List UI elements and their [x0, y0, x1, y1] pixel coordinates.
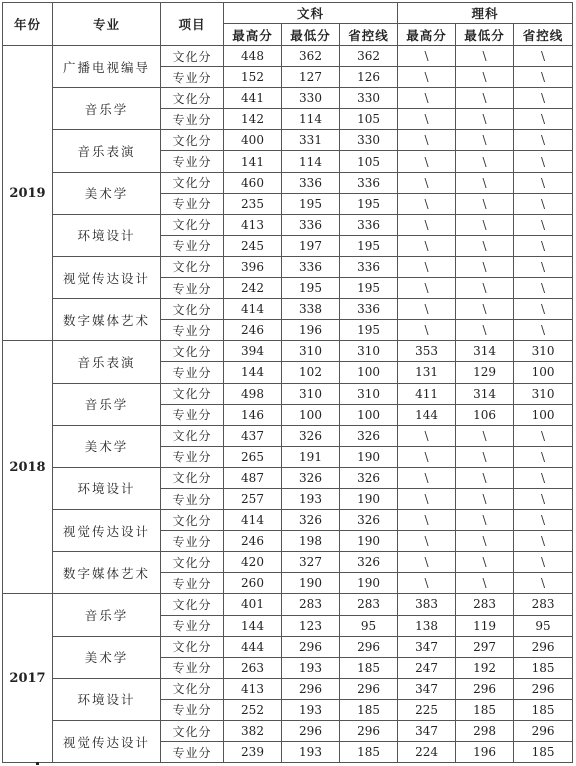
- arts-score-cell: 197: [282, 235, 340, 256]
- science-score-cell: 247: [398, 657, 456, 678]
- table-row: [3, 636, 573, 657]
- arts-score-cell: 185: [340, 699, 398, 720]
- science-score-cell: \: [398, 235, 456, 256]
- science-score-cell: \: [514, 278, 573, 299]
- science-score-cell: \: [398, 172, 456, 193]
- arts-score-cell: 190: [340, 531, 398, 552]
- science-score-cell: \: [514, 172, 573, 193]
- science-score-cell: \: [514, 67, 573, 88]
- science-score-cell: \: [398, 320, 456, 341]
- arts-score-cell: 310: [340, 341, 398, 362]
- science-score-cell: \: [456, 235, 514, 256]
- major-cell: 环境设计: [53, 467, 161, 509]
- arts-lowest-header: 最低分: [282, 24, 340, 46]
- table-row: [3, 88, 573, 109]
- year-cell: 2017: [3, 594, 53, 763]
- arts-score-cell: 100: [340, 404, 398, 425]
- science-score-cell: \: [398, 425, 456, 446]
- science-score-cell: 106: [456, 404, 514, 425]
- major-header: 专业: [53, 3, 161, 46]
- arts-score-cell: 144: [224, 615, 282, 636]
- arts-highest-header: 最高分: [224, 24, 282, 46]
- science-score-cell: \: [456, 552, 514, 573]
- arts-score-cell: 193: [282, 742, 340, 763]
- science-score-cell: 296: [514, 678, 573, 699]
- arts-score-cell: 95: [340, 615, 398, 636]
- arts-score-cell: 235: [224, 193, 282, 214]
- table-row: [3, 467, 573, 488]
- arts-score-cell: 239: [224, 742, 282, 763]
- science-score-cell: \: [398, 130, 456, 151]
- arts-score-cell: 146: [224, 404, 282, 425]
- arts-score-cell: 126: [340, 67, 398, 88]
- item-cell: 专业分: [161, 573, 224, 594]
- arts-score-cell: 185: [340, 742, 398, 763]
- major-cell: 环境设计: [53, 678, 161, 720]
- arts-score-cell: 191: [282, 446, 340, 467]
- science-score-cell: \: [456, 299, 514, 320]
- science-score-cell: \: [398, 109, 456, 130]
- science-score-cell: 314: [456, 383, 514, 404]
- arts-score-cell: 260: [224, 573, 282, 594]
- arts-score-cell: 100: [282, 404, 340, 425]
- item-cell: 文化分: [161, 130, 224, 151]
- arts-score-cell: 105: [340, 109, 398, 130]
- arts-score-cell: 242: [224, 278, 282, 299]
- science-score-cell: \: [456, 193, 514, 214]
- science-score-cell: \: [456, 573, 514, 594]
- science-score-cell: \: [514, 88, 573, 109]
- table-row: [3, 552, 573, 573]
- arts-score-cell: 336: [340, 256, 398, 277]
- arts-score-cell: 437: [224, 425, 282, 446]
- year-cell: 2018: [3, 341, 53, 594]
- table-row: [3, 510, 573, 531]
- arts-score-cell: 394: [224, 341, 282, 362]
- arts-score-cell: 141: [224, 151, 282, 172]
- science-score-cell: 383: [398, 594, 456, 615]
- arts-score-cell: 193: [282, 657, 340, 678]
- science-score-cell: \: [514, 320, 573, 341]
- science-score-cell: \: [398, 46, 456, 67]
- science-score-cell: 347: [398, 678, 456, 699]
- science-score-cell: \: [456, 488, 514, 509]
- arts-score-cell: 193: [282, 488, 340, 509]
- arts-score-cell: 326: [340, 425, 398, 446]
- table-row: [3, 721, 573, 742]
- arts-score-cell: 252: [224, 699, 282, 720]
- major-cell: 音乐学: [53, 383, 161, 425]
- arts-score-cell: 338: [282, 299, 340, 320]
- item-cell: 文化分: [161, 46, 224, 67]
- arts-score-cell: 195: [340, 235, 398, 256]
- arts-score-cell: 326: [282, 510, 340, 531]
- major-cell: 音乐学: [53, 88, 161, 130]
- science-score-cell: \: [514, 109, 573, 130]
- arts-score-cell: 413: [224, 214, 282, 235]
- table-row: [3, 299, 573, 320]
- table-row: [3, 256, 573, 277]
- arts-score-cell: 326: [282, 425, 340, 446]
- science-score-cell: \: [456, 531, 514, 552]
- science-score-cell: \: [398, 299, 456, 320]
- major-cell: 数字媒体艺术: [53, 552, 161, 594]
- science-score-cell: \: [514, 235, 573, 256]
- major-cell: 音乐表演: [53, 130, 161, 172]
- science-score-cell: \: [514, 573, 573, 594]
- item-cell: 专业分: [161, 699, 224, 720]
- item-cell: 专业分: [161, 531, 224, 552]
- science-score-cell: \: [456, 510, 514, 531]
- item-cell: 文化分: [161, 341, 224, 362]
- arts-score-cell: 190: [340, 446, 398, 467]
- arts-score-cell: 105: [340, 151, 398, 172]
- arts-score-cell: 195: [340, 193, 398, 214]
- item-cell: 文化分: [161, 256, 224, 277]
- year-cell: 2019: [3, 46, 53, 341]
- arts-score-cell: 414: [224, 299, 282, 320]
- science-score-cell: \: [398, 67, 456, 88]
- science-score-cell: 192: [456, 657, 514, 678]
- science-score-cell: 129: [456, 362, 514, 383]
- arts-score-cell: 123: [282, 615, 340, 636]
- science-score-cell: 95: [514, 615, 573, 636]
- science-score-cell: 296: [514, 721, 573, 742]
- science-score-cell: \: [456, 446, 514, 467]
- table-row: [3, 678, 573, 699]
- arts-score-cell: 102: [282, 362, 340, 383]
- admission-scores-table: [2, 2, 573, 763]
- science-score-cell: 185: [514, 699, 573, 720]
- item-cell: 文化分: [161, 88, 224, 109]
- item-cell: 专业分: [161, 615, 224, 636]
- arts-score-cell: 310: [340, 383, 398, 404]
- item-cell: 文化分: [161, 299, 224, 320]
- science-score-cell: \: [398, 256, 456, 277]
- major-cell: 广播电视编导: [53, 46, 161, 88]
- science-score-cell: 144: [398, 404, 456, 425]
- science-score-cell: \: [514, 151, 573, 172]
- major-cell: 数字媒体艺术: [53, 299, 161, 341]
- major-cell: 环境设计: [53, 214, 161, 256]
- item-cell: 文化分: [161, 467, 224, 488]
- arts-score-cell: 142: [224, 109, 282, 130]
- science-score-cell: 100: [514, 362, 573, 383]
- arts-score-cell: 330: [282, 88, 340, 109]
- arts-score-cell: 327: [282, 552, 340, 573]
- science-score-cell: 347: [398, 636, 456, 657]
- arts-score-cell: 296: [340, 636, 398, 657]
- science-score-cell: \: [514, 552, 573, 573]
- science-score-cell: 298: [456, 721, 514, 742]
- arts-score-cell: 326: [282, 467, 340, 488]
- arts-score-cell: 190: [282, 573, 340, 594]
- arts-score-cell: 190: [340, 488, 398, 509]
- item-cell: 专业分: [161, 109, 224, 130]
- major-cell: 视觉传达设计: [53, 721, 161, 763]
- science-score-cell: \: [514, 531, 573, 552]
- major-cell: 音乐学: [53, 594, 161, 636]
- item-header: 项目: [161, 3, 224, 46]
- science-score-cell: 185: [456, 699, 514, 720]
- arts-score-cell: 396: [224, 256, 282, 277]
- science-score-cell: \: [514, 130, 573, 151]
- item-cell: 文化分: [161, 636, 224, 657]
- arts-score-cell: 144: [224, 362, 282, 383]
- science-score-cell: \: [514, 467, 573, 488]
- arts-score-cell: 487: [224, 467, 282, 488]
- arts-score-cell: 448: [224, 46, 282, 67]
- arts-control-line-header: 省控线: [340, 24, 398, 46]
- science-score-cell: \: [514, 193, 573, 214]
- science-score-cell: \: [398, 151, 456, 172]
- item-cell: 专业分: [161, 742, 224, 763]
- arts-score-cell: 296: [282, 678, 340, 699]
- science-score-cell: \: [456, 109, 514, 130]
- item-cell: 专业分: [161, 657, 224, 678]
- science-score-cell: \: [514, 46, 573, 67]
- science-score-cell: \: [456, 88, 514, 109]
- item-cell: 专业分: [161, 446, 224, 467]
- science-score-cell: \: [456, 278, 514, 299]
- item-cell: 文化分: [161, 678, 224, 699]
- table-row: [3, 383, 573, 404]
- science-score-cell: 353: [398, 341, 456, 362]
- science-score-cell: \: [398, 214, 456, 235]
- item-cell: 专业分: [161, 278, 224, 299]
- table-row: [3, 130, 573, 151]
- science-score-cell: \: [398, 467, 456, 488]
- science-score-cell: \: [514, 510, 573, 531]
- arts-score-cell: 152: [224, 67, 282, 88]
- arts-score-cell: 245: [224, 235, 282, 256]
- major-cell: 视觉传达设计: [53, 256, 161, 298]
- science-score-cell: \: [456, 46, 514, 67]
- arts-score-cell: 460: [224, 172, 282, 193]
- science-score-cell: 185: [514, 742, 573, 763]
- arts-score-cell: 195: [282, 193, 340, 214]
- arts-score-cell: 441: [224, 88, 282, 109]
- major-cell: 美术学: [53, 636, 161, 678]
- item-cell: 专业分: [161, 151, 224, 172]
- science-score-cell: \: [398, 446, 456, 467]
- science-score-cell: 347: [398, 721, 456, 742]
- science-score-cell: 131: [398, 362, 456, 383]
- item-cell: 专业分: [161, 193, 224, 214]
- arts-score-cell: 195: [340, 320, 398, 341]
- science-score-cell: 310: [514, 383, 573, 404]
- item-cell: 文化分: [161, 594, 224, 615]
- arts-score-cell: 413: [224, 678, 282, 699]
- arts-score-cell: 246: [224, 531, 282, 552]
- science-score-cell: 296: [456, 678, 514, 699]
- arts-score-cell: 362: [340, 46, 398, 67]
- arts-score-cell: 310: [282, 341, 340, 362]
- table-row: [3, 425, 573, 446]
- table-row: [3, 214, 573, 235]
- item-cell: 文化分: [161, 172, 224, 193]
- major-cell: 视觉传达设计: [53, 510, 161, 552]
- item-cell: 专业分: [161, 362, 224, 383]
- arts-score-cell: 114: [282, 151, 340, 172]
- science-highest-header: 最高分: [398, 24, 456, 46]
- arts-score-cell: 400: [224, 130, 282, 151]
- science-score-cell: \: [514, 214, 573, 235]
- science-score-cell: \: [398, 193, 456, 214]
- arts-score-cell: 444: [224, 636, 282, 657]
- science-score-cell: 225: [398, 699, 456, 720]
- arts-score-cell: 114: [282, 109, 340, 130]
- arts-score-cell: 326: [340, 552, 398, 573]
- science-score-cell: \: [398, 278, 456, 299]
- item-cell: 文化分: [161, 214, 224, 235]
- arts-score-cell: 296: [340, 678, 398, 699]
- item-cell: 专业分: [161, 235, 224, 256]
- science-score-cell: \: [456, 320, 514, 341]
- science-header: 理科: [398, 3, 573, 24]
- science-score-cell: 310: [514, 341, 573, 362]
- arts-score-cell: 382: [224, 721, 282, 742]
- major-cell: 音乐表演: [53, 341, 161, 383]
- arts-score-cell: 296: [282, 636, 340, 657]
- arts-score-cell: 296: [282, 721, 340, 742]
- arts-score-cell: 336: [282, 172, 340, 193]
- arts-score-cell: 336: [340, 299, 398, 320]
- arts-score-cell: 330: [340, 130, 398, 151]
- arts-score-cell: 195: [340, 278, 398, 299]
- table-body: [3, 46, 573, 763]
- arts-score-cell: 326: [340, 467, 398, 488]
- table-row: [3, 594, 573, 615]
- arts-score-cell: 100: [340, 362, 398, 383]
- arts-score-cell: 195: [282, 278, 340, 299]
- science-score-cell: \: [514, 425, 573, 446]
- arts-score-cell: 336: [282, 256, 340, 277]
- science-score-cell: 297: [456, 636, 514, 657]
- arts-score-cell: 420: [224, 552, 282, 573]
- major-cell: 美术学: [53, 172, 161, 214]
- arts-score-cell: 257: [224, 488, 282, 509]
- science-score-cell: \: [514, 488, 573, 509]
- table-row: [3, 46, 573, 67]
- science-score-cell: \: [514, 256, 573, 277]
- arts-score-cell: 198: [282, 531, 340, 552]
- science-score-cell: \: [398, 552, 456, 573]
- item-cell: 专业分: [161, 67, 224, 88]
- item-cell: 专业分: [161, 404, 224, 425]
- science-score-cell: \: [398, 573, 456, 594]
- science-score-cell: \: [456, 467, 514, 488]
- major-cell: 美术学: [53, 425, 161, 467]
- arts-score-cell: 331: [282, 130, 340, 151]
- science-score-cell: 296: [514, 636, 573, 657]
- table-row: [3, 341, 573, 362]
- footnote-mark: [36, 762, 39, 765]
- arts-score-cell: 190: [340, 573, 398, 594]
- science-score-cell: \: [456, 214, 514, 235]
- arts-score-cell: 263: [224, 657, 282, 678]
- arts-score-cell: 296: [340, 721, 398, 742]
- arts-score-cell: 336: [340, 172, 398, 193]
- item-cell: 文化分: [161, 552, 224, 573]
- arts-score-cell: 330: [340, 88, 398, 109]
- arts-score-cell: 362: [282, 46, 340, 67]
- arts-score-cell: 283: [340, 594, 398, 615]
- arts-score-cell: 193: [282, 699, 340, 720]
- arts-score-cell: 265: [224, 446, 282, 467]
- arts-score-cell: 498: [224, 383, 282, 404]
- arts-score-cell: 336: [282, 214, 340, 235]
- science-score-cell: 196: [456, 742, 514, 763]
- science-score-cell: 138: [398, 615, 456, 636]
- arts-score-cell: 310: [282, 383, 340, 404]
- science-score-cell: \: [456, 256, 514, 277]
- science-score-cell: 411: [398, 383, 456, 404]
- item-cell: 文化分: [161, 383, 224, 404]
- arts-header: 文科: [224, 3, 398, 24]
- science-score-cell: 100: [514, 404, 573, 425]
- science-score-cell: 119: [456, 615, 514, 636]
- science-lowest-header: 最低分: [456, 24, 514, 46]
- science-score-cell: 314: [456, 341, 514, 362]
- science-score-cell: \: [398, 510, 456, 531]
- arts-score-cell: 401: [224, 594, 282, 615]
- science-score-cell: 283: [456, 594, 514, 615]
- arts-score-cell: 127: [282, 67, 340, 88]
- table-row: [3, 172, 573, 193]
- item-cell: 专业分: [161, 320, 224, 341]
- item-cell: 文化分: [161, 425, 224, 446]
- science-score-cell: \: [456, 425, 514, 446]
- arts-score-cell: 336: [340, 214, 398, 235]
- arts-score-cell: 246: [224, 320, 282, 341]
- science-score-cell: \: [398, 88, 456, 109]
- arts-score-cell: 326: [340, 510, 398, 531]
- science-score-cell: \: [398, 531, 456, 552]
- item-cell: 文化分: [161, 510, 224, 531]
- item-cell: 文化分: [161, 721, 224, 742]
- science-score-cell: \: [514, 446, 573, 467]
- science-score-cell: \: [456, 151, 514, 172]
- science-score-cell: 224: [398, 742, 456, 763]
- arts-score-cell: 414: [224, 510, 282, 531]
- year-header: 年份: [3, 3, 53, 46]
- arts-score-cell: 185: [340, 657, 398, 678]
- science-score-cell: 283: [514, 594, 573, 615]
- science-score-cell: \: [398, 488, 456, 509]
- science-score-cell: \: [514, 299, 573, 320]
- science-score-cell: \: [456, 172, 514, 193]
- arts-score-cell: 196: [282, 320, 340, 341]
- item-cell: 专业分: [161, 488, 224, 509]
- science-control-line-header: 省控线: [514, 24, 573, 46]
- science-score-cell: \: [456, 130, 514, 151]
- science-score-cell: \: [456, 67, 514, 88]
- arts-score-cell: 283: [282, 594, 340, 615]
- science-score-cell: 185: [514, 657, 573, 678]
